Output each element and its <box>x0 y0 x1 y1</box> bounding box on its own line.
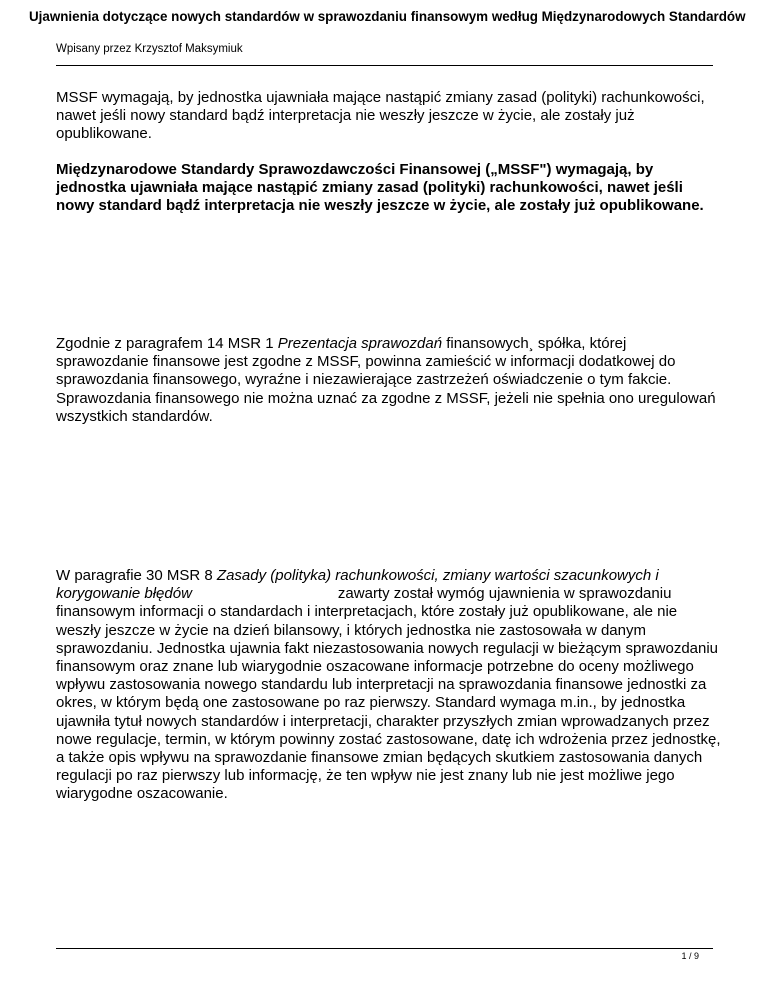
msr8-paragraph <box>56 567 721 804</box>
header-divider <box>56 65 713 66</box>
msr1-text-after: finansowych¸ spółka, której sprawozdanie finansowe jest zgodne z MSSF, powinna zamieścić w informacji dodatkowej do sprawozdania finansowego, wyraźne i niezawierające zastrzeżeń oświadczenie o tym fakcie. Sprawozdania finansowego nie można uznać za zgodne z MSSF, jeżeli nie spełnia ono uregulowań wszystkich standardów. <box>56 335 716 425</box>
msr8-italic-title: Zasady (polityka) rachunkowości, zmiany wartości szacunkowych i korygowanie błędów <box>56 567 659 603</box>
msr8-text-before: W paragrafie 30 MSR 8 <box>56 567 217 584</box>
msr1-italic-title: Prezentacja sprawozdań <box>277 335 443 352</box>
document-title: Ujawnienia dotyczące nowych standardów w sprawozdaniu finansowym według Międzynarodowych Standardów <box>29 9 746 24</box>
author-line: Wpisany przez Krzysztof Maksymiuk <box>56 43 243 55</box>
footer-divider <box>56 948 713 949</box>
intro-bold-paragraph: Międzynarodowe Standardy Sprawozdawczości Finansowej („MSSF") wymagają, by jednostka ujawniała mające nastąpić zmiany zasad (polityki) rachunkowości, nawet jeśli nowy standard bądź interpretacja nie weszły jeszcze w życie, ale zostały już opublikowane. <box>56 161 704 215</box>
msr8-text-after: zawarty został wymóg ujawnienia w sprawozdaniu finansowym informacji o standardach i interpretacjach, które zostały już opublikowane, ale nie weszły jeszcze w życie na dzień bilansowy, i których jednostka nie zastosowała w danym sprawozdaniu. Jednostka ujawnia fakt niezastosowania nowych regulacji w bieżącym sprawozdaniu finansowym oraz znane lub wiarygodnie oszacowane informacje potrzebne do oceny możliwego wpływu zastosowania nowego standardu lub interpretacji na sprawozdania finansowe jednostki za okres, w którym będą one zastosowane po raz pierwszy. Standard wymaga m.in., by jednostka ujawniła tytuł nowych standardów i interpretacji, charakter przyszłych zmian wprowadzanych przez nowe regulacje, termin, w którym powinny zostać zastosowane, datę ich wdrożenia przez jednostkę, a także opis wpływu na sprawozdanie finansowe zmian będących skutkiem zastosowania danych regulacji po raz pierwszy lub informację, że ten wpływ nie jest znany lub nie jest możliwe jego wiarygodne oszacowanie. <box>56 585 721 803</box>
msr1-text-before: Zgodnie z paragrafem 14 MSR 1 <box>56 335 278 352</box>
msr1-paragraph <box>56 335 721 426</box>
lead-paragraph: MSSF wymagają, by jednostka ujawniała mające nastąpić zmiany zasad (polityki) rachunkowości, nawet jeśli nowy standard bądź interpretacja nie weszły jeszcze w życie, ale zostały już opublikowane. <box>56 89 705 143</box>
page-number: 1 / 9 <box>681 951 699 961</box>
